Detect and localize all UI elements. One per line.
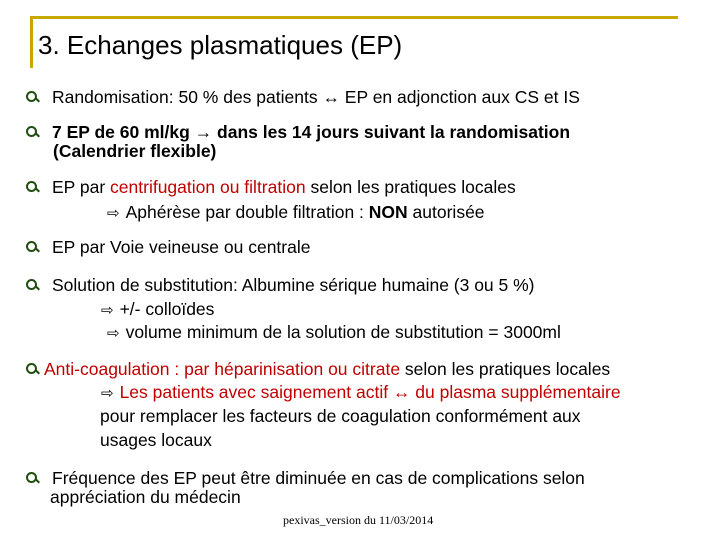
arrow-icon: ⇨: [107, 205, 120, 222]
bullet-ep-method-sub: [107, 201, 485, 225]
bullet-substitution: [26, 274, 535, 296]
title-frame-left: [30, 16, 33, 68]
sub-text-pre: Aphérèse par double filtration :: [125, 202, 369, 222]
bullet-text: Solution de substitution: Albumine sérique humaine (3 ou 5 %): [52, 275, 535, 295]
bullet-substitution-sub2: [107, 321, 561, 345]
arrow-icon: ⇨: [107, 325, 120, 342]
bullet-text-post: selon les pratiques locales: [305, 177, 516, 197]
q-bullet-icon: [26, 471, 40, 485]
bullet-anticoagulation-sub-line2: pour remplacer les facteurs de coagulation conformément aux: [100, 406, 581, 426]
bullet-anticoagulation-sub-line3: usages locaux: [100, 430, 212, 450]
bullet-anticoagulation: [26, 358, 610, 380]
bullet-ep-access: [26, 236, 310, 258]
bullet-text: 7 EP de 60 ml/kg → dans les 14 jours suivant la randomisation: [52, 122, 571, 142]
bullet-ep-method: [26, 176, 516, 198]
slide-title: 3. Echanges plasmatiques (EP): [38, 30, 403, 60]
footer-version: pexivas_version du 11/03/2014: [283, 513, 434, 527]
bullet-frequency-line2: appréciation du médecin: [50, 487, 241, 507]
bullet-text: Randomisation: 50 % des patients ↔ EP en adjonction aux CS et IS: [52, 87, 580, 107]
q-bullet-icon: [26, 240, 40, 254]
q-bullet-icon: [26, 278, 40, 292]
sub-text-red: Les patients avec saignement actif ↔ du plasma supplémentaire: [119, 382, 621, 402]
sub-text: volume minimum de la solution de substitution = 3000ml: [125, 322, 561, 342]
sub-text-bold: NON: [368, 202, 408, 222]
bullet-ep-schedule-line2: (Calendrier flexible): [53, 141, 217, 161]
bullet-substitution-sub1: [101, 298, 214, 322]
bullet-text-post: selon les pratiques locales: [400, 359, 611, 379]
arrow-icon: ⇨: [101, 385, 114, 402]
bullet-anticoagulation-sub: [101, 381, 621, 405]
q-bullet-icon: [26, 362, 40, 376]
bullet-text-pre: EP par: [52, 177, 111, 197]
q-bullet-icon: [26, 90, 40, 104]
arrow-icon: ⇨: [101, 302, 114, 319]
sub-text-post: autorisée: [407, 202, 485, 222]
q-bullet-icon: [26, 180, 40, 194]
sub-text: +/- colloïdes: [119, 299, 215, 319]
bullet-text: EP par Voie veineuse ou centrale: [52, 237, 311, 257]
bullet-text-red: Anti-coagulation : par héparinisation ou citrate: [44, 359, 401, 379]
title-frame-top: [30, 16, 678, 19]
bullet-randomisation: [26, 86, 580, 108]
bullet-text-red: centrifugation ou filtration: [110, 177, 306, 197]
bullet-text: Fréquence des EP peut être diminuée en cas de complications selon: [52, 468, 585, 488]
q-bullet-icon: [26, 125, 40, 139]
